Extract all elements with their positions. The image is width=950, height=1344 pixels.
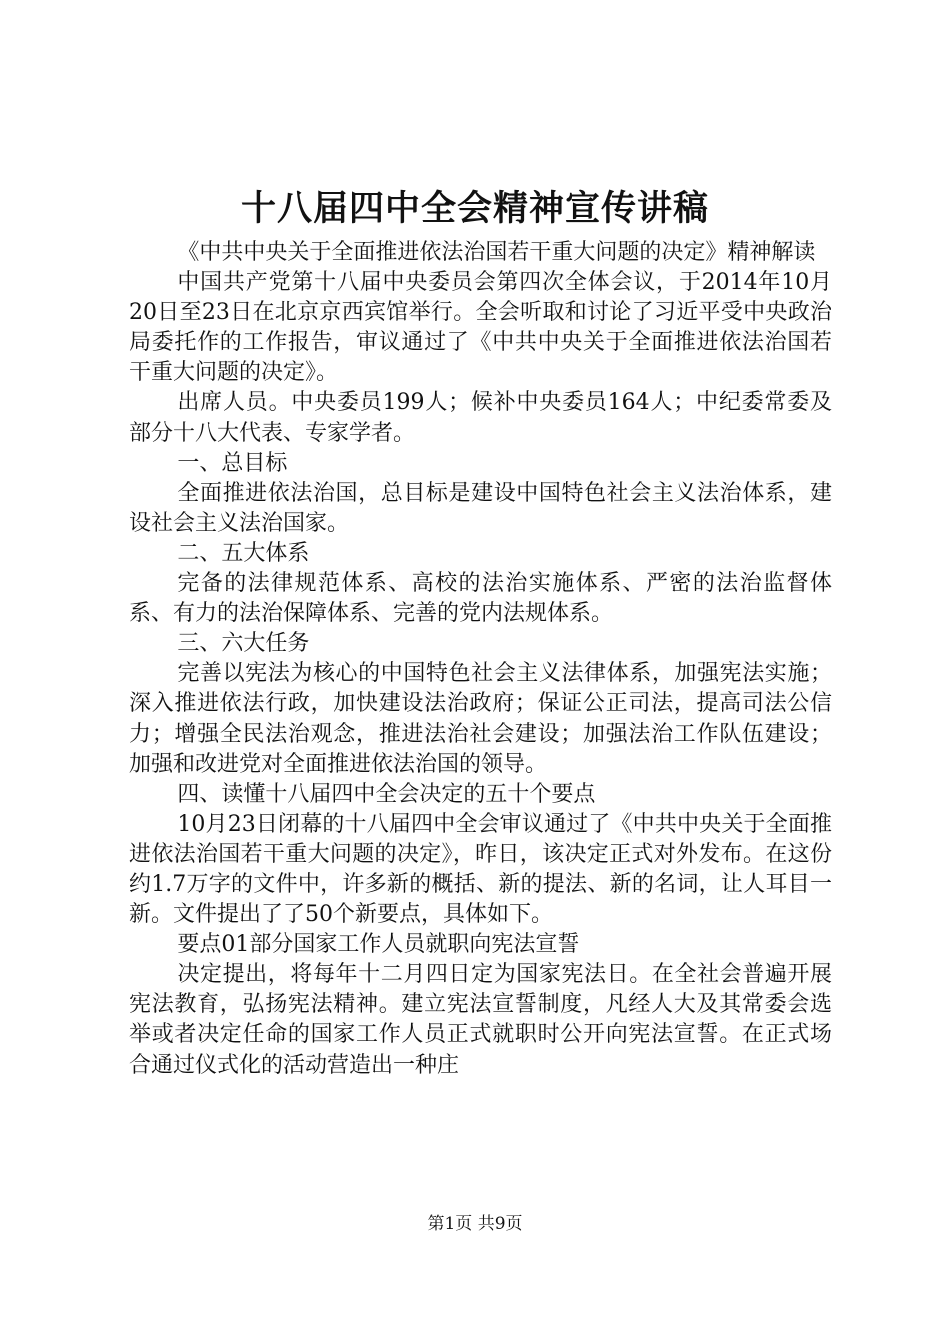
section-heading-goal: 一、总目标: [177, 450, 288, 476]
paragraph-systems: 完备的法律规范体系、高校的法治实施体系、严密的法治监督体系、有力的法治保障体系、完善的党内法规体系。: [129, 571, 832, 627]
key-point-01-body: 决定提出，将每年十二月四日定为国家宪法日。在全社会普遍开展宪法教育，弘扬宪法精神。建立宪法宣誓制度，凡经人大及其常委会选举或者决定任命的国家工作人员正式就职时公开向宪法宣誓。在正式场合通过仪式化的活动营造出一种庄: [129, 962, 832, 1078]
page-title: 十八届四中全会精神宣传讲稿: [240, 188, 709, 229]
paragraph-tasks: 完善以宪法为核心的中国特色社会主义法律体系，加强宪法实施；深入推进依法行政，加快建设法治政府；保证公正司法，提高司法公信力；增强全民法治观念，推进法治社会建设；加强法治工作队伍建设；加强和改进党对全面推进依法治国的领导。: [129, 661, 832, 777]
paragraph-goal: 全面推进依法治国，总目标是建设中国特色社会主义法治体系，建设社会主义法治国家。: [129, 480, 832, 536]
paragraph-key-points-intro: 10月23日闭幕的十八届四中全会审议通过了《中共中央关于全面推进依法治国若干重大问题的决定》，昨日，该决定正式对外发布。在这份约1.7万字的文件中，许多新的概括、新的提法、新的名词，让人耳目一新。文件提出了了50个新要点，具体如下。: [129, 811, 832, 928]
paragraph-attendees: 出席人员。中央委员199人；候补中央委员164人；中纪委常委及部分十八大代表、专家学者。: [129, 390, 832, 446]
page-number: 第1页 共9页: [427, 1214, 523, 1234]
section-heading-key-points: 四、读懂十八届四中全会决定的五十个要点: [177, 781, 596, 807]
document-body: [129, 238, 832, 1081]
section-heading-tasks: 三、六大任务: [177, 631, 310, 657]
paragraph-meeting-info: 中国共产党第十八届中央委员会第四次全体会议，于2014年10月20日至23日在北京京西宾馆举行。全会听取和讨论了习近平受中央政治局委托作的工作报告，审议通过了《中共中央关于全面推进依法治国若干重大问题的决定》。: [129, 270, 832, 386]
key-point-01-heading: 要点01部分国家工作人员就职向宪法宣誓: [177, 932, 580, 958]
paragraph-subtitle: 《中共中央关于全面推进依法治国若干重大问题的决定》精神解读: [177, 240, 816, 265]
section-heading-systems: 二、五大体系: [177, 540, 310, 566]
